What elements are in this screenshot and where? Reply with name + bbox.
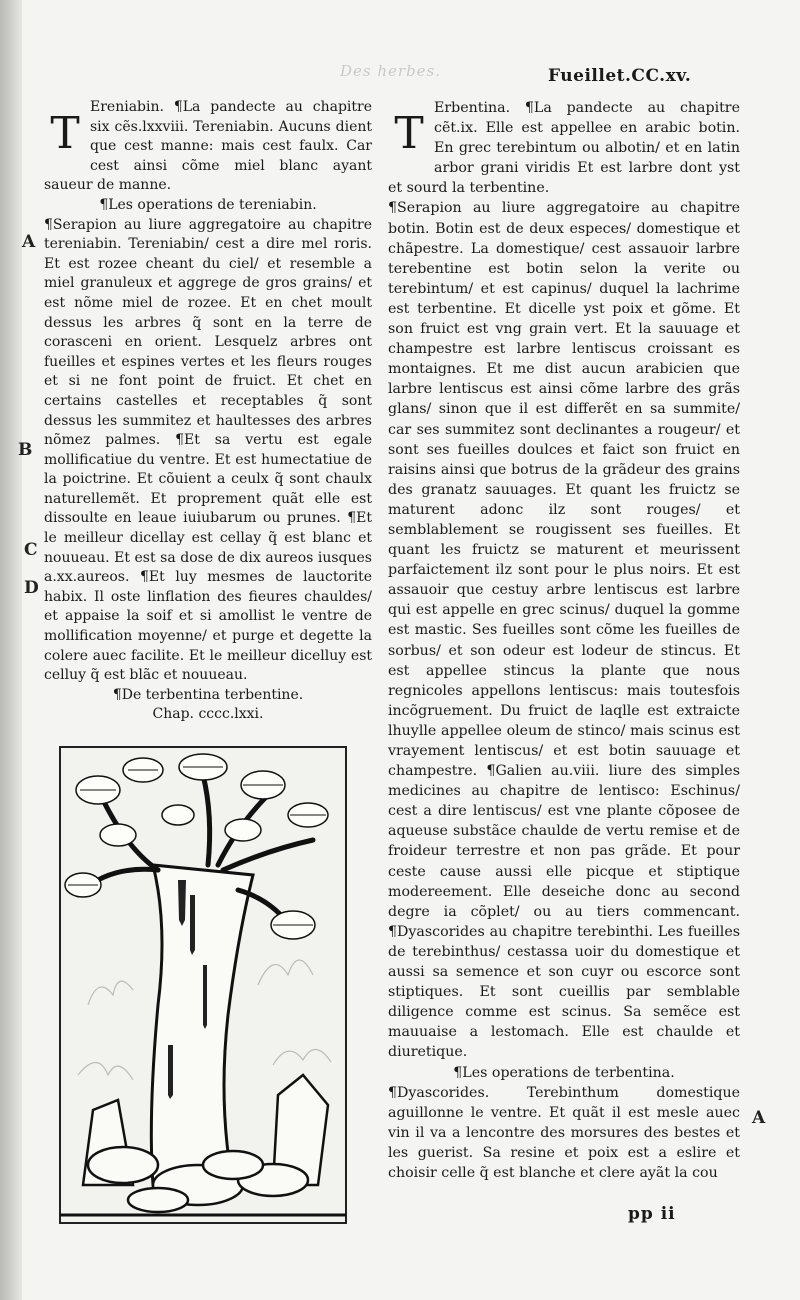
marginal-letter-c-left: C xyxy=(24,540,38,560)
right-paragraph-2: ¶Serapion au liure aggregatoire au chapitre botin. Botin est de deux especes/ domestique et chãpestre. La domestique/ cest assauoir larbre terebentine est botin selon la verite ou terebintum/ et est capinus/ duquel la lachrime est terbentine. Et dicelle yst poix et gõme. Et son fruict est vng grain vert. Et la sauuage et champestre est larbre lentiscus croissant es montaignes. Et me dist aucun arabicien que larbre lentiscus est ainsi cõme larbre des grãs glans/ sinon que il est differẽt en sa summite/ car ses summitez sont declinantes a rougeur/ et sont ses fueilles doulces et faict son fruict en raisins ainsi que botrus de la grãdeur des grains des granatz sauuages. Et quant les fruictz se maturent adonc ilz sont rouges/ et semblablement se rougissent ses fueilles. Et quant les fruictz se maturent et meurissent parfaictement ilz sont pour le plus noirs. Et est assauoir que cestuy arbre lentiscus est larbre qui est appelle en grec scinus/ duquel la gomme est mastic. Ses fueilles sont cõme les fueilles de sorbus/ et son odeur est lodeur de stincus. Et est appellee stincus la plante que nous regnicoles appellons lentiscus: mais toutesfois incõgruement. Du fruict de laqlle est extraicte lhuylle appellee oleum de stinco/ mais scinus est vrayement lentiscus/ et est botin sauuage et champestre. ¶Galien au.viii. liure des simples medicines au chapitre de lentisco: Eschinus/ cest a dire lentiscus/ est vne plante cõposee de aqueuse substãce chaulde de vertu remise et de froideur terrestre et non pas grãde. Et pour ceste cause aussi elle picque et stiptique modereement. Elle deseiche donc au second degre ia cõplet/ ou au tiers commencant. ¶Dyascorides au chapitre terebinthi. Les fueilles de terebinthus/ cestassa uoir du domestique et aussi sa semence et son cuyr ou escorce sont stiptiques. Et sont cueillis par semblable diligence comme est scinus. Sa semẽce est mauuaise a lestomach. Elle est chaulde et diuretique. xyxy=(388,200,740,1061)
marginal-letter-b-left: B xyxy=(18,440,33,460)
show-through-header: Des herbes. xyxy=(340,62,442,80)
left-paragraph-1: Ereniabin. ¶La pandecte au chapitre six cẽs.lxxviii. Tereniabin. Aucuns dient que cest manne: mais cest faulx. Car cest ainsi cõme miel blanc ayant saueur de manne. xyxy=(44,99,372,194)
left-dropcap: T xyxy=(50,108,80,159)
marginal-letter-d-left: D xyxy=(24,578,39,598)
left-paragraph-2: ¶Serapion au liure aggregatoire au chapitre tereniabin. Tereniabin/ cest a dire mel roris. Et est rozee cheant du ciel/ et resemble a miel granuleux et aggrege de gros grains/ et est nõme miel de rozee. Et en chet moult dessus les arbres q̃ sont en la terre de corasceni en orient. Lesquelz arbres ont fueilles et espines vertes et les fleurs rouges et si ne font point de fruict. Et chet en certains castelles et receptables q̃ sont dessus les summitez et haultesses des arbres nõmez palmes. ¶Et sa vertu est egale mollificatiue du ventre. Et est humectatiue de la poictrine. Et cõuient a ceulx q̃ sont chaulx naturellemẽt. Et proprement quãt elle est dissoulte en leaue iuiubarum ou prunes. ¶Et le meilleur dicellay est cellay q̃ est blanc et nouueau. Et est sa dose de dix aureos iusques a.xx.aureos. ¶Et luy mesmes de lauctorite habix. Il oste linflation des fieures chauldes/ et appaise la soif et si amollist le ventre de mollification moyenne/ et purge et degette la colere auec facilite. Et le meilleur dicelluy est celluy q̃ est blãc et nouueau. xyxy=(44,216,372,684)
right-subheading: ¶Les operations de terbentina. xyxy=(453,1064,675,1081)
left-subheading: ¶Les operations de tereniabin. xyxy=(99,196,317,213)
right-paragraph-1: Erbentina. ¶La pandecte au chapitre cẽt.ix. Elle est appellee en arabic botin. En grec terebintum ou albotin/ et en latin arbor grani viridis Et est larbre dont yst et sourd la terbentine. xyxy=(388,100,740,197)
right-paragraph-3: ¶Dyascorides. Terebinthum domestique aguillonne le ventre. Et quãt il est mesle auec vin il va a lencontre des morsures des bestes et les guerist. Sa resine et poix est a eslire et choisir celle q̃ est blanche et clere ayãt la cou xyxy=(388,1084,740,1181)
chapter-number: Chap. cccc.lxxi. xyxy=(152,706,264,723)
woodcut-tree-illustration xyxy=(58,745,348,1225)
marginal-letter-a-left: A xyxy=(22,232,36,252)
signature-mark: pp ii xyxy=(628,1204,676,1224)
right-column xyxy=(388,98,740,1183)
marginal-letter-a-right: A xyxy=(752,1108,766,1128)
left-column xyxy=(44,98,372,725)
chapter-heading: ¶De terbentina terbentine. xyxy=(112,686,304,703)
folio-number: Fueillet.CC.xv. xyxy=(548,66,692,86)
right-dropcap: T xyxy=(394,108,424,159)
binding-gutter xyxy=(0,0,22,1300)
